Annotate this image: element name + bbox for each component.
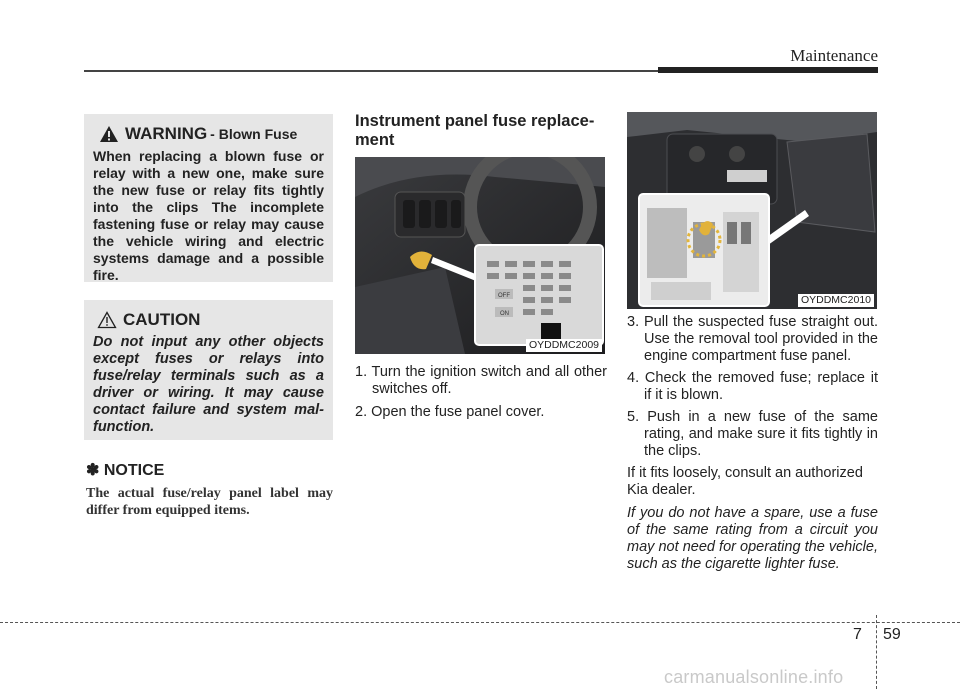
chapter-number: 7 (853, 626, 862, 643)
step-item: 1. Turn the ignition switch and all other switches off. (355, 364, 607, 397)
figure-code: OYDDMC2009 (526, 339, 602, 352)
followup-text: If it fits loosely, consult an authorized Kia dealer. (627, 465, 863, 498)
italic-note: If you do not have a spare, use a fuse of the same rating from a circuit you may not need for operating the vehicle, such as the cigarette lighter fuse. (627, 505, 878, 572)
warning-text: When replacing a blown fuse or relay with a new one, make sure the new fuse or relay fits tightly into the clips The incomplete fastening fuse or relay may cause the vehicle wiring and electric systems damage and a possible fire. (93, 148, 324, 283)
watermark: carmanualsonline.info (664, 667, 844, 687)
step-item: 3. Pull the suspected fuse straight out. Use the removal tool provided in the engine compartment fuse panel. (627, 314, 878, 364)
warning-triangle-icon (99, 125, 119, 143)
figure-instrument-panel-fuse (355, 157, 605, 354)
header-rule-accent (658, 67, 878, 73)
caution-title-row (97, 310, 324, 330)
steps-list-a (355, 364, 607, 421)
section-heading: Instrument panel fuse replace-ment (355, 112, 595, 149)
step-item: 4. Check the removed fuse; replace it if it is blown. (627, 370, 878, 403)
notice-title: ✽ NOTICE (86, 462, 165, 479)
panel-label-off: OFF (498, 293, 510, 299)
page-number: 59 (883, 626, 901, 643)
page-divider (876, 615, 877, 689)
header-rule (84, 70, 660, 72)
warning-title: WARNING (125, 124, 208, 143)
figure-code: OYDDMC2010 (798, 294, 874, 307)
footer-rule (0, 622, 960, 623)
caution-triangle-icon (97, 311, 117, 329)
engine-compartment-photo (627, 112, 877, 309)
panel-label-on: ON (500, 311, 509, 317)
instrument-panel-photo (355, 157, 605, 354)
notice-text: The actual fuse/relay panel label may differ from equipped items. (86, 486, 333, 518)
steps-list-b (627, 314, 878, 573)
step-item: 2. Open the fuse panel cover. (355, 404, 545, 420)
caution-box (84, 300, 333, 440)
figure-engine-fuse-panel (627, 112, 877, 309)
warning-title-row (99, 124, 324, 144)
caution-title: CAUTION (123, 310, 201, 329)
warning-subtitle: - Blown Fuse (210, 126, 298, 142)
step-item: 5. Push in a new fuse of the same rating, and make sure it fits tightly in the clips. (627, 409, 878, 459)
warning-box (84, 114, 333, 282)
running-header-title: Maintenance (790, 46, 878, 65)
caution-text: Do not input any other objects except fuses or relays into fuse/relay terminals such as a driver or wiring. It may cause contact failure and system mal-function. (93, 334, 324, 435)
